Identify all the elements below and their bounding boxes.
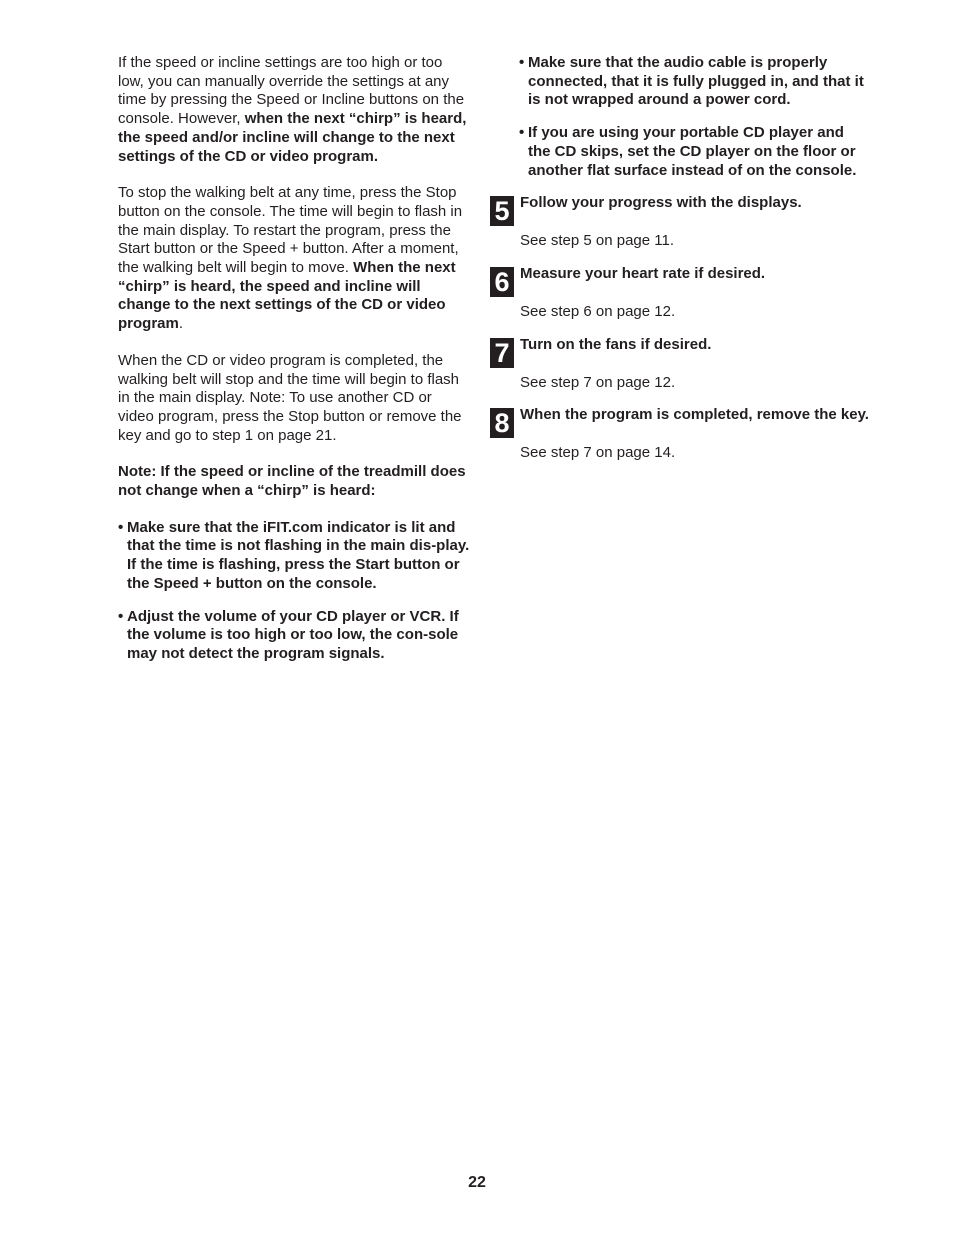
program-completed-paragraph: When the CD or video program is completed, the walking belt will stop and the time will begin to flash in the main display. Note: To use another CD or video program, press the Stop button or remove the key and go to step 1 on page 21. [118,351,462,444]
step-5 [490,194,870,251]
bullet-mark: • [118,518,124,536]
stop-belt-period: . [178,315,184,333]
bullet-mark: • [519,54,525,71]
left-column [118,54,470,678]
step-body: See step 7 on page 12. [520,373,676,391]
speed-override-text: If the speed or incline settings are too high or too low, you can manually override the settings at any time by pressing the Speed or Incline buttons on the console. However, [118,54,465,128]
list-item [118,519,470,594]
step-7 [490,336,870,393]
step-number-badge: 6 [490,267,514,297]
step-body: See step 5 on page 11. [520,232,675,250]
bullet-mark: • [519,124,525,142]
stop-belt-paragraph [118,184,470,334]
speed-override-paragraph [118,54,470,166]
bullet-mark: • [118,607,124,625]
step-number-badge: 5 [490,196,514,226]
step-title: Turn on the fans if desired. [520,335,712,353]
bullet-text: Make sure that the audio cable is properly connected, that it is fully plugged in, and that it is not wrapped around a power cord. [528,54,864,109]
stop-belt-bold-text: When the next “chirp” is heard, the speed and incline will change to the next settings of the CD or video program [118,259,456,333]
step-title: When the program is completed, remove the key. [520,406,869,424]
step-number-badge: 7 [490,338,514,368]
step-body: See step 7 on page 14. [520,444,676,462]
stop-belt-text: To stop the walking belt at any time, press the Stop button on the console. The time will begin to flash in the main display. To restart the program, press the Start button or the Speed + button. After a moment, the walking belt will begin to move. [118,184,463,277]
bullet-text: Make sure that the iFIT.com indicator is lit and that the time is not flashing in the main dis-play. If the time is flashing, press the Start button or the Speed + button on the console. [127,518,470,592]
list-item [118,608,470,664]
bullet-text: Adjust the volume of your CD player or VCR. If the volume is too high or too low, the con-sole may not detect the program signals. [127,607,459,662]
list-item [519,54,870,110]
troubleshooting-note: Note: If the speed or incline of the treadmill does not change when a “chirp” is heard: [118,463,466,500]
step-body: See step 6 on page 12. [520,302,676,320]
right-column [490,54,870,463]
list-item [519,124,870,180]
bullet-text: If you are using your portable CD player and the CD skips, set the CD player on the floor or another flat surface instead of on the console. [528,124,857,179]
speed-override-bold-text: when the next “chirp” is heard, the speed and/or incline will change to the next settings of the CD or video program. [118,110,467,165]
step-6 [490,265,870,322]
step-8 [490,406,870,463]
right-bullet-list [490,54,870,180]
page-number: 22 [468,1174,486,1191]
step-title: Follow your progress with the displays. [520,194,802,212]
step-number-badge: 8 [490,408,514,438]
step-title: Measure your heart rate if desired. [520,264,766,282]
